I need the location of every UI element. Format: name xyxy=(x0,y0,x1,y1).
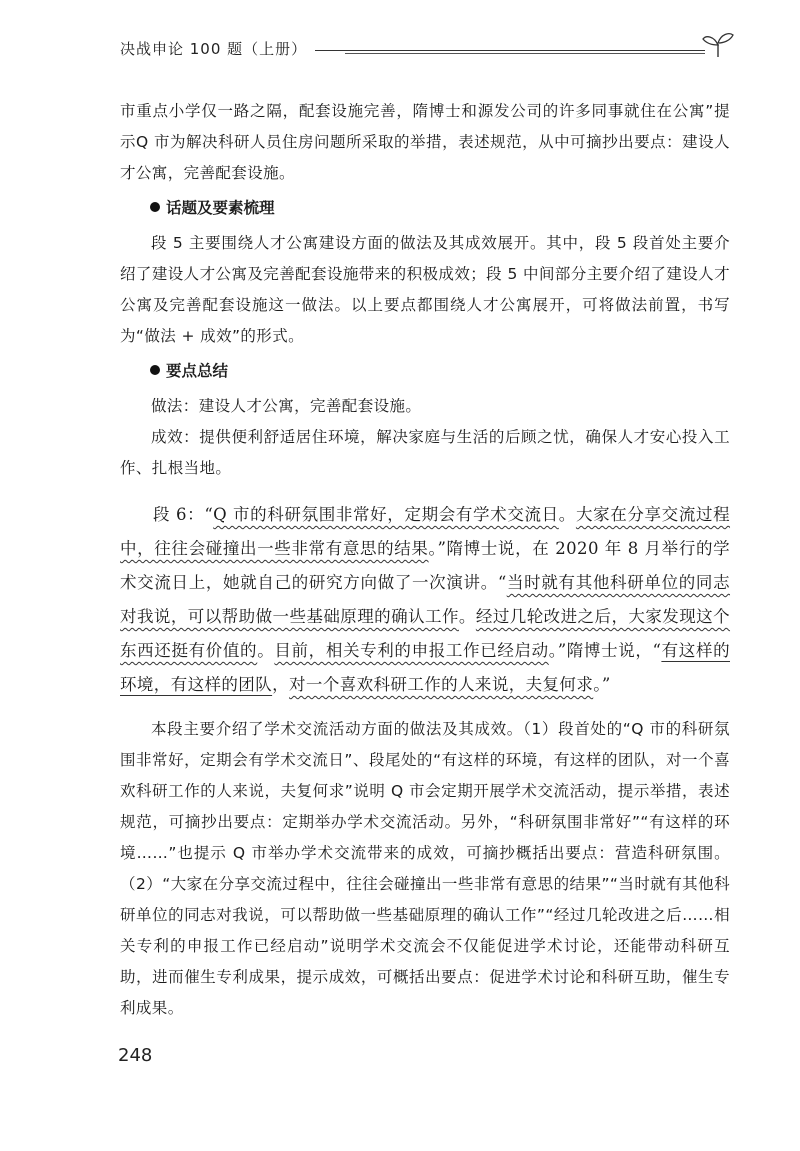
quote-text: 。”隋博士说，“ xyxy=(548,641,662,660)
quote-text: 。 xyxy=(558,505,576,524)
page-header xyxy=(120,34,735,64)
section-heading-topic xyxy=(150,193,730,224)
bullet-dot-icon xyxy=(150,365,160,375)
summary-effect: 成效：提供便利舒适居住环境，解决家庭与生活的后顾之忧，确保人才安心投入工作、扎根当地。 xyxy=(120,428,730,477)
section-heading-label: 要点总结 xyxy=(166,362,229,380)
quote-text: ， xyxy=(272,675,290,694)
quote-text: 。 xyxy=(458,607,476,626)
header-rule xyxy=(315,50,705,51)
quote-text: 。 xyxy=(257,641,275,660)
quote-underlined: 当时就有其他科研单位的同志对我说，可以帮助做一些基础原理的确认工作 xyxy=(120,573,731,626)
header-rule-secondary xyxy=(345,53,705,54)
bullet-dot-icon xyxy=(150,202,160,212)
quote-underlined: 大家在分享交流过程中，往往会碰撞出一些非常有意思的结果 xyxy=(120,505,731,558)
quote-underlined: 经过几轮改进之后，大家发现这个东西还挺有价值的 xyxy=(120,607,731,660)
quote-underlined: 有这样的环境，有这样的团队 xyxy=(120,641,730,694)
quote-underlined: Q 市的科研氛围非常好，定期会有学术交流日 xyxy=(213,505,559,524)
page-body xyxy=(120,96,730,1024)
quote-underlined: 目前，相关专利的申报工作已经启动 xyxy=(274,641,549,660)
quote-text: 段 6：“ xyxy=(153,505,214,524)
summary-method: 做法：建设人才公寓，完善配套设施。 xyxy=(151,397,422,415)
paragraph-continued: 市重点小学仅一路之隔，配套设施完善，隋博士和源发公司的许多同事就住在公寓”提示Q 市为解决科研人员住房问题所采取的举措，表述规范，从中可摘抄出要点：建设人才公寓，完善配套设施。 xyxy=(120,102,730,182)
quote-text: 。”隋博士说，在 2020 年 8 月举行的学术交流日上，她就自己的研究方向做了一次演讲。“ xyxy=(120,539,730,592)
quote-underlined: 对一个喜欢科研工作的人来说，夫复何求 xyxy=(289,675,594,694)
paragraph-analysis: 本段主要介绍了学术交流活动方面的做法及其成效。（1）段首处的“Q 市的科研氛围非常好，定期会有学术交流日”、段尾处的“有这样的环境，有这样的团队，对一个喜欢科研工作的人来说，夫复何求”说明 Q 市会定期开展学术交流活动，提示举措，表述规范，可摘抄出要点：定期举办学术交流活动。另外，“科研氛围非常好”“有这样的环境……”也提示 Q 市举办学术交流带来的成效，可摘抄概括出要点：营造科研氛围。（2）“大家在分享交流过程中，往往会碰撞出一些非常有意思的结果”“当时就有其他科研单位的同志对我说，可以帮助做一些基础原理的确认工作”“经过几轮改进之后……相关专利的申报工作已经启动”说明学术交流会不仅能促进学术讨论，还能带动科研互助，进而催生专利成果，提示成效，可概括出要点：促进学术讨论和科研互助，催生专利成果。 xyxy=(120,720,730,1017)
source-quote-paragraph xyxy=(120,498,730,702)
paragraph-topic-analysis: 段 5 主要围绕人才公寓建设方面的做法及其成效展开。其中，段 5 段首处主要介绍了建设人才公寓及完善配套设施带来的积极成效；段 5 中间部分主要介绍了建设人才公寓及完善配套设施这一做法。以上要点都围绕人才公寓展开，可将做法前置，书写为“做法 + 成效”的形式。 xyxy=(120,234,730,345)
sprout-icon xyxy=(701,30,735,58)
page-number: 248 xyxy=(118,1045,153,1066)
section-heading-label: 话题及要素梳理 xyxy=(166,199,275,217)
section-heading-summary xyxy=(150,356,730,387)
book-title: 决战申论 100 题（上册） xyxy=(120,40,308,58)
quote-text: 。” xyxy=(593,675,611,694)
